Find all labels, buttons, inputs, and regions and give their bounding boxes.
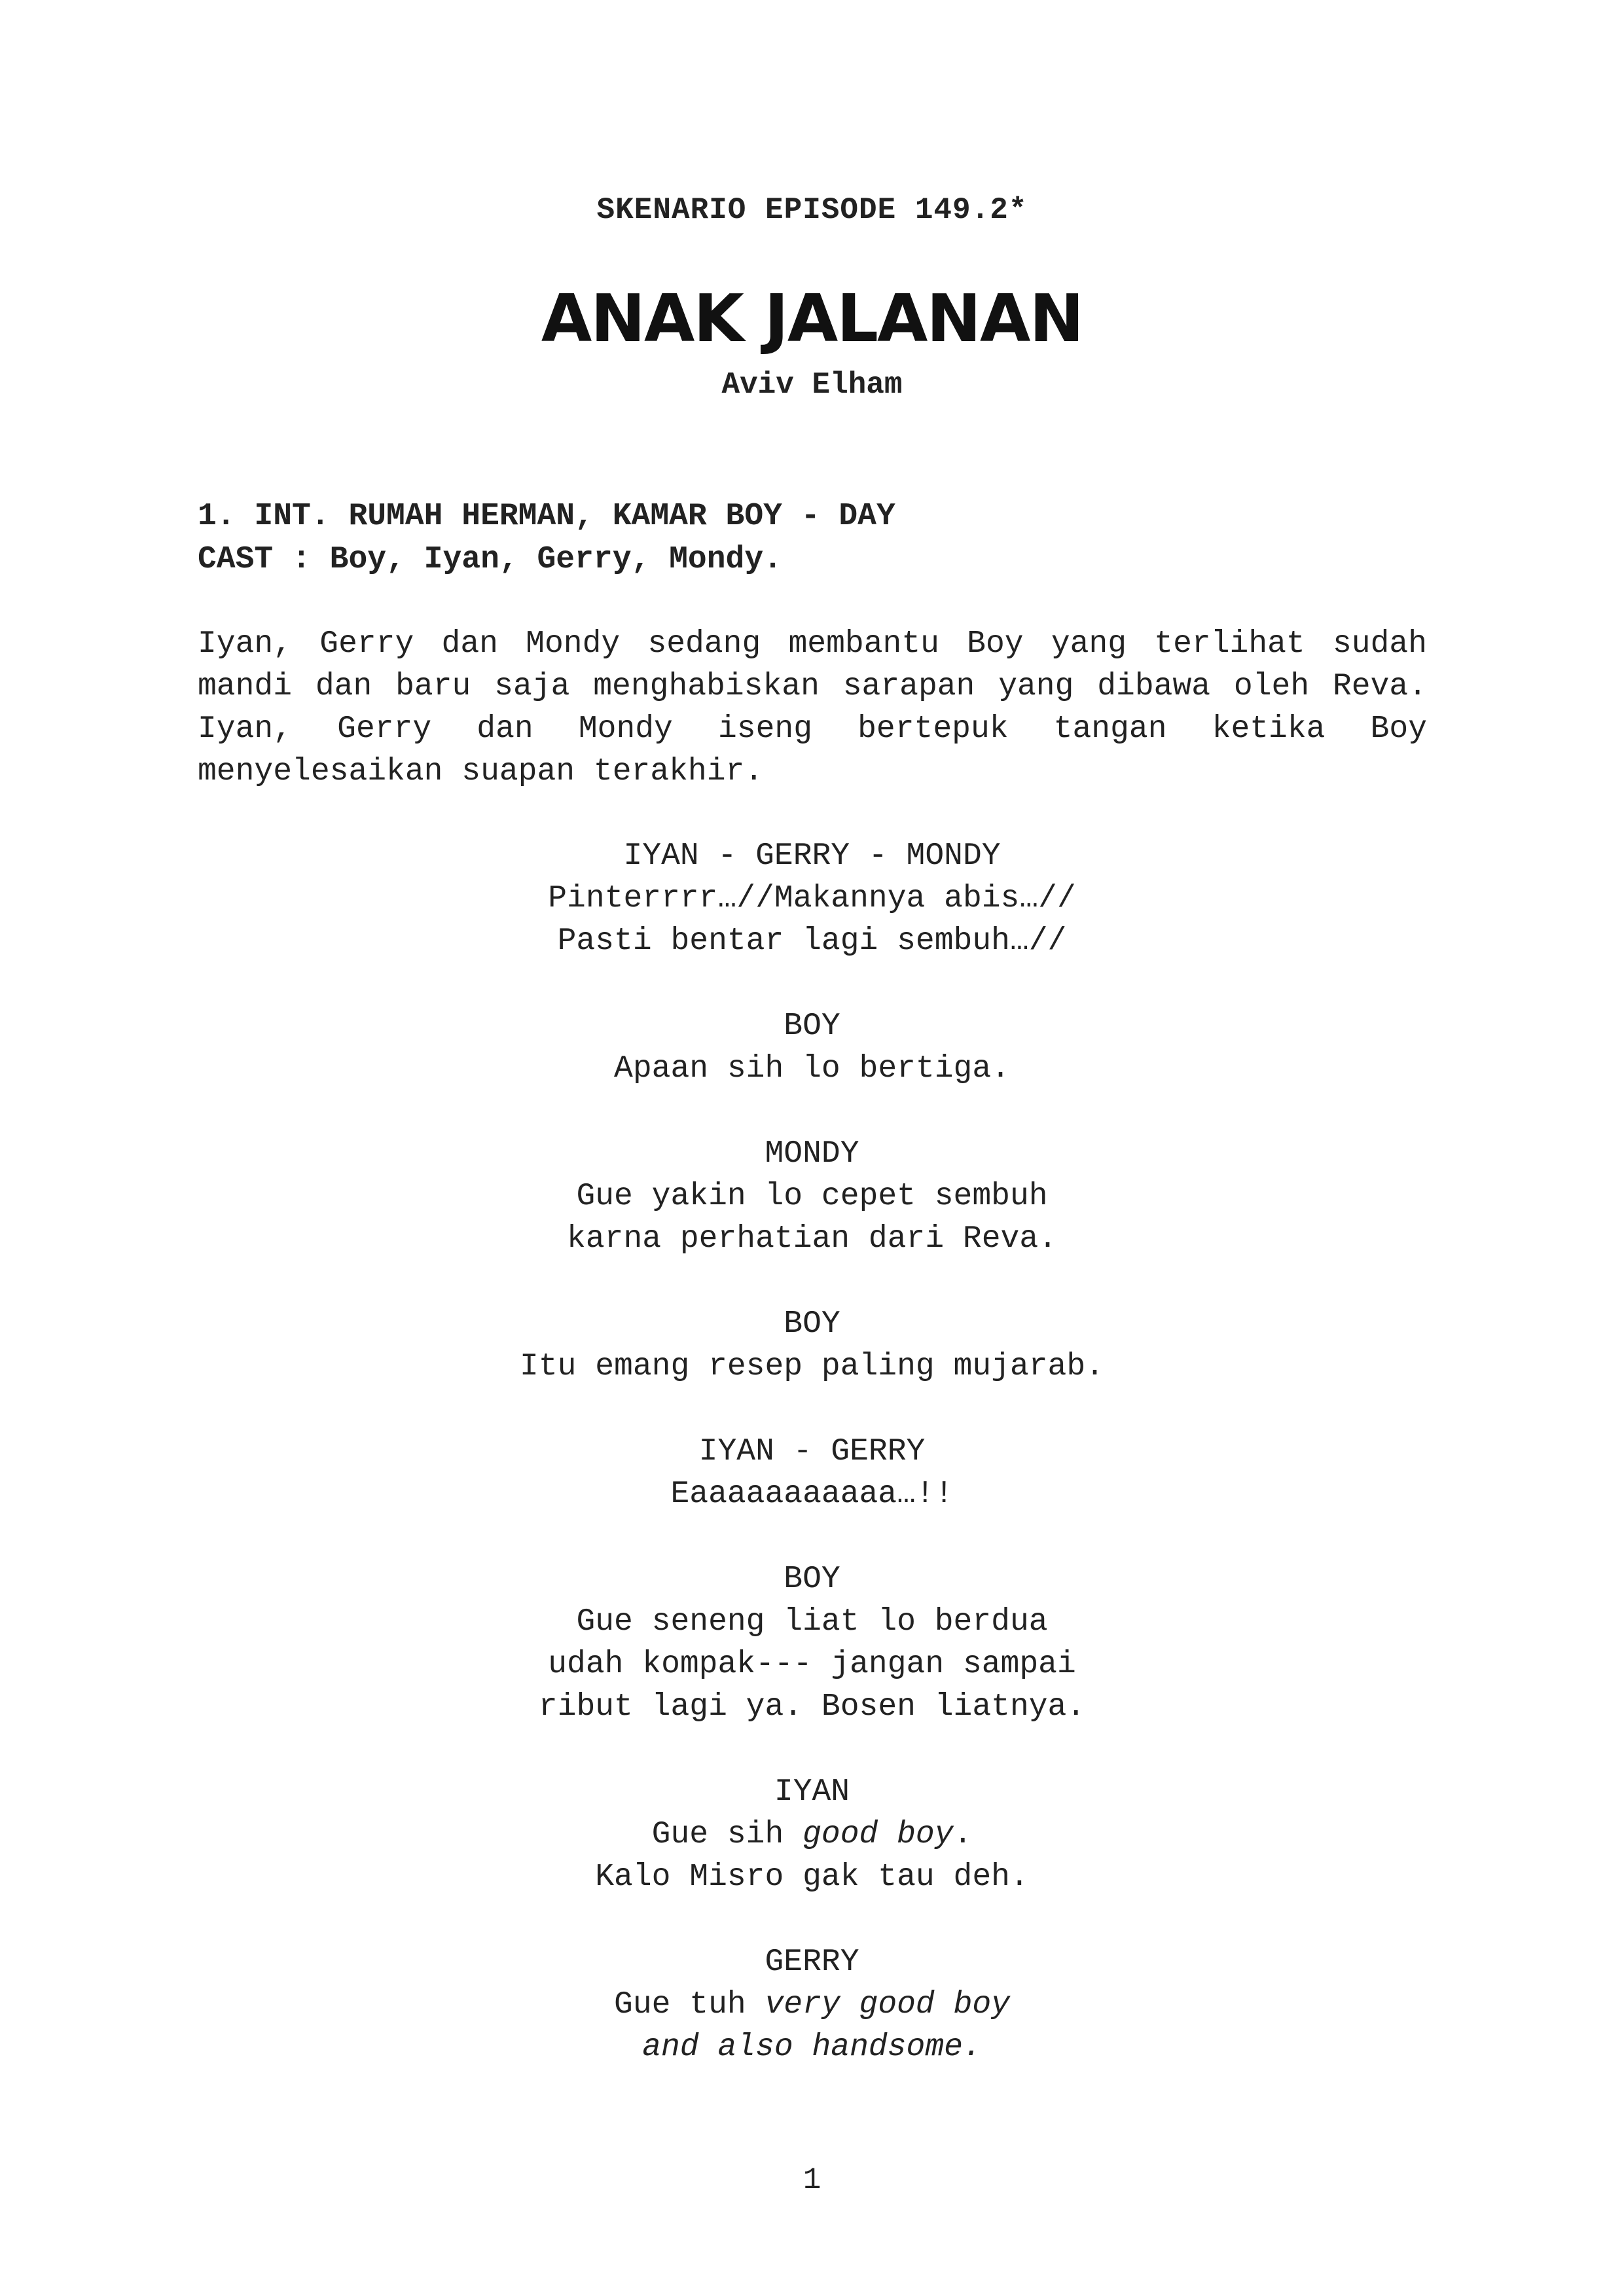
action-paragraph: Iyan, Gerry dan Mondy sedang membantu Boy yang terlihat sudah mandi dan baru saja menghabiskan sarapan yang dibawa oleh Reva. Iyan, Gerry dan Mondy iseng bertepuk tangan ketika Boy menyelesaikan suapan terakhir.: [198, 626, 1427, 789]
dialogue-line: udah kompak--- jangan sampai: [548, 1647, 1076, 1682]
dialogue-text-italic: very good boy: [765, 1987, 1010, 2022]
dialogue-line: Gue seneng liat lo berdua: [576, 1604, 1048, 1640]
cast-list: CAST : Boy, Iyan, Gerry, Mondy.: [198, 542, 782, 577]
dialogue-text: .: [953, 1817, 973, 1852]
dialogue-section: [0, 835, 1624, 2111]
dialogue-block: [0, 1431, 1624, 1516]
scene-heading: 1. INT. RUMAH HERMAN, KAMAR BOY - DAY: [198, 499, 895, 534]
scene-heading-block: [198, 495, 895, 581]
character-name: GERRY: [765, 1945, 859, 1980]
dialogue-line: and also handsome.: [642, 2030, 982, 2065]
dialogue-line: Gue yakin lo cepet sembuh: [576, 1179, 1048, 1214]
dialogue-line: Itu emang resep paling mujarab.: [520, 1349, 1104, 1384]
document-title: ANAK JALANAN: [541, 280, 1083, 357]
dialogue-line: Pasti bentar lagi sembuh…//: [557, 924, 1067, 959]
dialogue-text-italic: good boy: [803, 1817, 954, 1852]
character-name: BOY: [784, 1562, 840, 1597]
dialogue-block: [0, 1771, 1624, 1899]
dialogue-line: [0, 1814, 1624, 1856]
character-name: MONDY: [765, 1136, 859, 1172]
dialogue-block: [0, 1005, 1624, 1090]
dialogue-line: karna perhatian dari Reva.: [567, 1221, 1057, 1257]
character-name: IYAN - GERRY - MONDY: [623, 838, 1001, 874]
dialogue-line: Pinterrrr…//Makannya abis…//: [548, 881, 1076, 916]
dialogue-block: [0, 1558, 1624, 1729]
dialogue-line: Eaaaaaaaaaaa…!!: [670, 1477, 954, 1512]
page-number: 1: [803, 2163, 821, 2197]
dialogue-line: [0, 1984, 1624, 2026]
dialogue-line: ribut lagi ya. Bosen liatnya.: [538, 1689, 1086, 1725]
character-name: IYAN - GERRY: [698, 1434, 926, 1469]
dialogue-block: [0, 1133, 1624, 1261]
dialogue-block: [0, 835, 1624, 963]
dialogue-block: [0, 1303, 1624, 1388]
dialogue-line: Apaan sih lo bertiga.: [614, 1051, 1010, 1086]
author-name: Aviv Elham: [721, 368, 903, 402]
episode-label: SKENARIO EPISODE 149.2*: [596, 193, 1028, 227]
dialogue-text: Gue tuh: [614, 1987, 765, 2022]
character-name: BOY: [784, 1009, 840, 1044]
dialogue-text: Gue sih: [651, 1817, 803, 1852]
dialogue-line: Kalo Misro gak tau deh.: [595, 1859, 1029, 1895]
character-name: BOY: [784, 1306, 840, 1342]
dialogue-block: [0, 1941, 1624, 2069]
character-name: IYAN: [774, 1774, 850, 1810]
